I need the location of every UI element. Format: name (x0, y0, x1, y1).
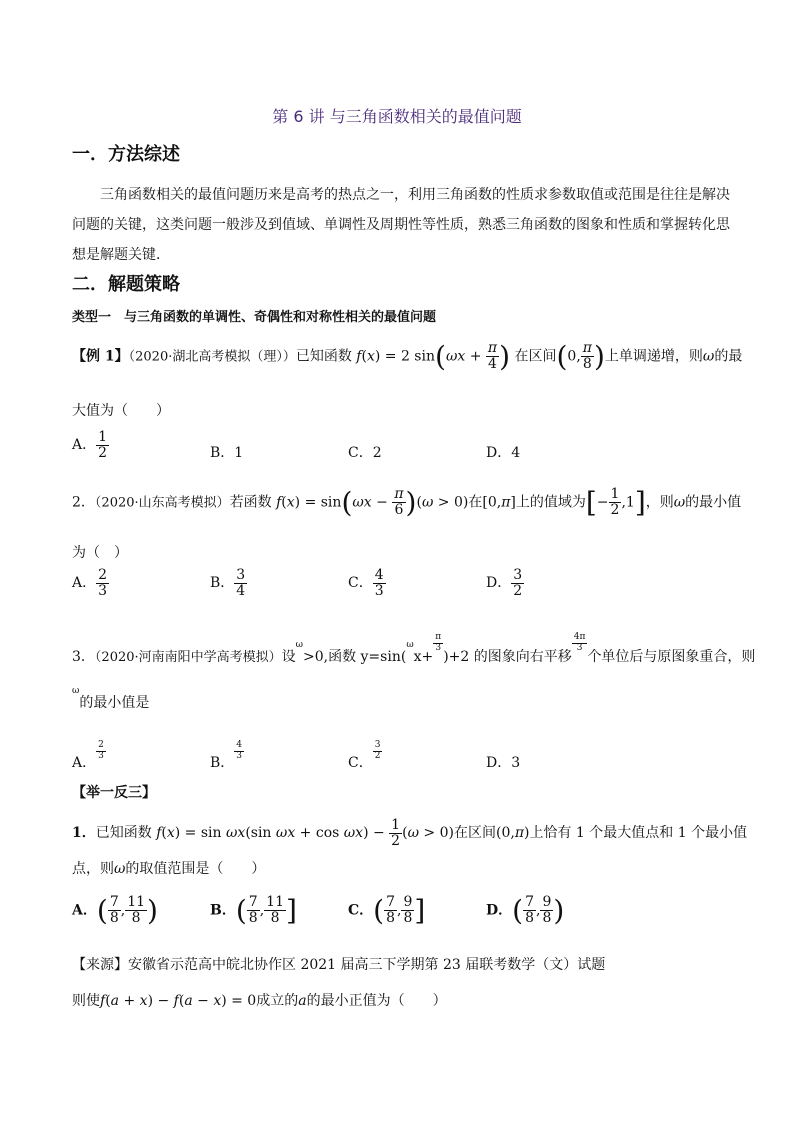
example1-option-b: B．1 (210, 445, 244, 461)
page-title: 第 6 讲 与三角函数相关的最值问题 (272, 107, 522, 126)
q3-option-a: A． $\frac{2}{3}$ (72, 740, 104, 771)
example1-text-d: 的最 (714, 348, 743, 365)
example1-text-c: 上单调递增，则 (604, 348, 703, 365)
p1-option-d: D．( $\frac{7}{8}$ , $\frac{9}{8}$ ) (486, 894, 565, 927)
q3-line1: 3．（2020·河南南阳中学高考模拟）设$^\omega$>0,函数 y=sin($^\omega$x+ $\frac{\pi}{3}$ )+2 的图象向右平移 $\frac{4\pi}{3}$ 个单位后与原图象重合，则 (72, 632, 756, 665)
example1-text-b: 在区间 (514, 348, 557, 365)
q3-option-b: B． $\frac{4}{3}$ (210, 740, 243, 771)
method-paragraph: 三角函数相关的最值问题历来是高考的热点之一，利用三角函数的性质求参数取值或范围是往往是解决问题的关键，这类问题一般涉及到值域、单调性及周期性等性质，熟悉三角函数的图象和性质和掌握转化思想是解题关键． (72, 187, 730, 263)
section-heading-1: 一．方法综述 (72, 144, 180, 165)
example1-option-c: C．2 (348, 445, 382, 461)
p1-option-b: B．( $\frac{7}{8}$ , $\frac{11}{8}$ ] (210, 894, 297, 927)
last-question-line: 则使f(a + x) − f(a − x) = 0成立的a的最小正值为（ ） (72, 993, 447, 1009)
p1-line2: 点，则ω的取值范围是（ ） (72, 861, 266, 877)
q2-option-a: A． $\frac{2}{3}$ (72, 567, 108, 599)
example1-line1: 【例 1】（2020·湖北高考模拟（理））已知函数 f(x) = 2 sin(ωx + $\frac{\pi}{4}$ ) 在区间(0, $\frac{\pi}{8}$ )上单调递增，则ω的最 (72, 340, 743, 373)
p1-line1: 1．已知函数 f(x) = sin ωx(sin ωx + cos ωx) − $\frac{1}{2}$ (ω > 0)在区间(0,π)上恰有 1 个最大值点和 1 个最小值 (72, 817, 748, 849)
example1-option-d: D．4 (486, 445, 521, 461)
example1-line2: 大值为（ ） (72, 403, 170, 419)
q2-option-b: B． $\frac{3}{4}$ (210, 567, 246, 599)
q3-line2: $^\omega$的最小值是 (72, 686, 150, 711)
p1-option-c: C．( $\frac{7}{8}$ , $\frac{9}{8}$ ] (348, 894, 426, 927)
example1-text-a: 已知函数 (295, 348, 352, 365)
q2-line2: 为（ ） (72, 545, 128, 561)
p1-option-a: A．( $\frac{7}{8}$ , $\frac{11}{8}$ ) (72, 894, 158, 927)
section-heading-2: 二．解题策略 (72, 274, 180, 295)
q2-option-d: D． $\frac{3}{2}$ (486, 567, 523, 599)
type1-label: 类型一 与三角函数的单调性、奇偶性和对称性相关的最值问题 (72, 310, 437, 325)
example1-source: （2020·湖北高考模拟（理）） (128, 349, 296, 365)
example1-option-a: A． $\frac{1}{2}$ (72, 429, 108, 461)
example1-formula: f (356, 348, 362, 365)
q3-option-c: C． $\frac{3}{2}$ (348, 740, 381, 771)
q3-option-d: D．3 (486, 755, 521, 771)
source-line: 【来源】安徽省示范高中皖北协作区 2021 届高三下学期第 23 届联考数学（文）试题 (72, 957, 606, 973)
q2-line1: 2．（2020·山东高考模拟）若函数 f(x) = sin(ωx − $\frac{\pi}{6}$ )(ω > 0)在[0,π]上的值域为[− $\frac{1}{2}$ ,1]，则ω的最小值 (72, 486, 742, 519)
q2-option-c: C． $\frac{4}{3}$ (348, 567, 384, 599)
juyi-label: 【举一反三】 (72, 785, 156, 801)
example1-prefix: 【例 1】 (72, 348, 129, 365)
